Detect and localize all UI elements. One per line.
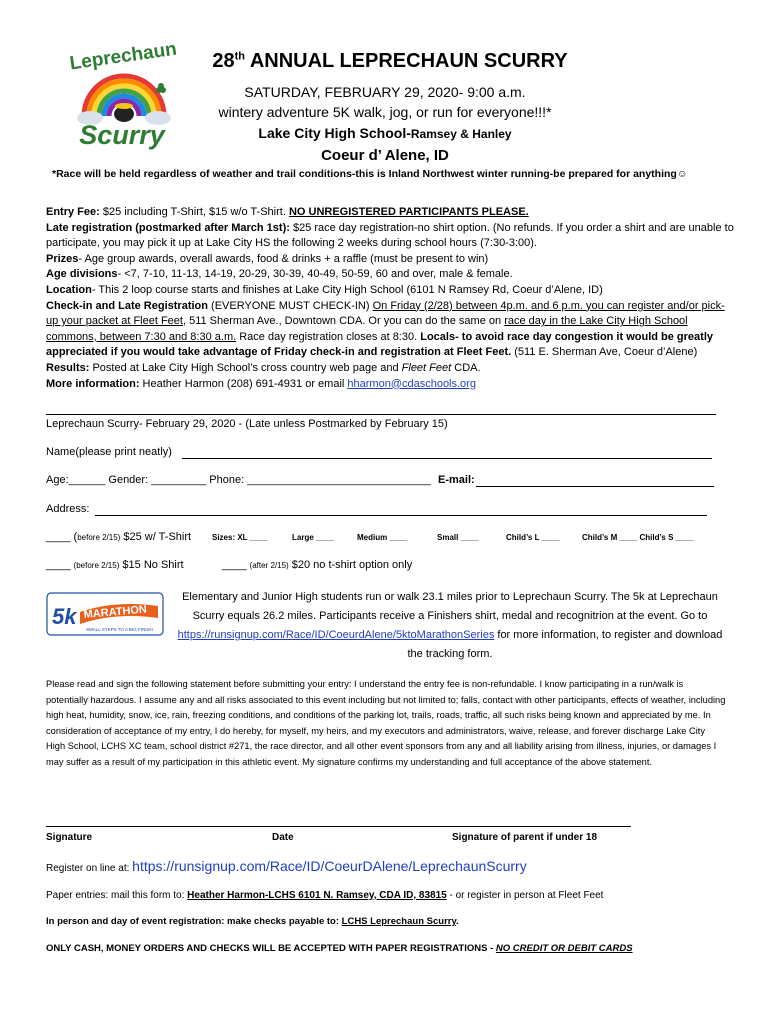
5k-marathon-logo [46,592,164,636]
checkin-label: Check-in and Late Registration [46,299,208,312]
option-late-blank: ____ [222,559,247,571]
location-label: Location [46,283,92,296]
marathon-info [172,588,728,664]
marathon-logo-text: MARATHON [83,603,148,621]
event-city: Coeur d’ Alene, ID [321,147,449,164]
title-superscript: th [234,50,246,63]
option-shirt-before: before 2/15) [77,533,121,542]
size-child-l[interactable]: Child’s L ____ [506,533,560,542]
age-divisions-line [46,267,736,283]
size-child-m-s[interactable]: Child’s M ____ Child’s S ____ [582,533,694,542]
option-late-text: $20 no t-shirt option only [288,559,413,571]
checkin-text-3: Race day registration closes at 8:30. [236,330,421,343]
entry-fee-line [46,205,736,221]
late-label: Late registration (postmarked after March 1st): [46,221,290,234]
event-tagline: wintery adventure 5K walk, jog, or run for everyone!!!* [218,104,552,120]
option-noshirt-text: $15 No Shirt [119,559,184,571]
email-label: E-mail: [438,474,475,486]
checkin-text-2: , 511 Sherman Ave., Downtown CDA. Or you can do the same on [182,315,505,328]
register-url[interactable]: https://runsignup.com/Race/ID/CoeurDAlene/LeprechaunScurry [132,858,527,874]
email-field[interactable] [476,486,714,487]
age-label: Age divisions [46,268,118,281]
checkin-text-4: (511 E. Sherman Ave, Coeur d’Alene) [511,346,698,359]
more-info-label: More information: [46,377,140,390]
option-noshirt-blank: ____ [46,559,71,571]
payment-line [46,943,633,954]
late-registration-line [46,221,736,252]
paper-entries-line [46,890,603,901]
marathon-link[interactable]: https://runsignup.com/Race/ID/CoeurdAlene/5ktoMarathonSeries [177,629,495,641]
prizes-text: - Age group awards, overall awards, food & drinks + a raffle (must be present to win) [78,252,489,265]
paper-text: Paper entries: mail this form to: [46,890,188,901]
checkin-line [46,299,736,361]
checkin-locals: Locals- to avoid race day congestion it would be greatly appreciated if you would take advantage of Friday check-in and registration at Fleet Feet. [46,330,714,359]
paper-end: - or register in person at Fleet Feet [446,890,604,901]
checks-end: . [456,916,459,927]
name-field[interactable] [182,458,712,459]
option-late-after: (after 2/15) [249,561,289,570]
option-noshirt[interactable] [46,559,184,571]
location-line [46,283,736,299]
cash-text: ONLY CASH, MONEY ORDERS AND CHECKS WILL BE ACCEPTED WITH PAPER REGISTRATIONS - [46,943,496,954]
form-heading: Leprechaun Scurry- February 29, 2020 - (Late unless Postmarked by February 15) [46,418,448,430]
age-text: - <7, 7-10, 11-13, 14-19, 20-29, 30-39, 40-49, 50-59, 60 and over, male & female. [117,268,513,281]
checkin-raceday: race day in the Lake City High School commons, between 7:30 and 8:30 a.m. [46,315,688,343]
parent-signature-label: Signature of parent if under 18 [452,832,598,843]
prizes-label: Prizes [46,252,79,265]
age-gender-phone-label: Age:______ Gender: _________ Phone: ______________________________ [46,474,431,486]
paper-address: Heather Harmon-LCHS 6101 N. Ramsey, CDA ID, 83815 [187,890,447,901]
date-label: Date [272,832,294,843]
register-label: Register on line at: [46,863,133,874]
register-online-line [46,858,527,874]
checkin-text-1: (EVERYONE MUST CHECK-IN) [207,299,373,312]
more-info-line [46,377,736,393]
size-medium[interactable]: Medium ____ [357,533,408,542]
logo-bottom-word: Scurry [79,120,165,150]
entry-fee-label: Entry Fee: [46,206,100,218]
marathon-logo-5k: 5k [52,604,77,629]
marathon-text-2: for more information, to register and download the tracking form. [407,629,723,660]
checks-payee: LCHS Leprechaun Scurry [341,916,457,927]
results-label: Results: [46,361,90,374]
no-unregistered-text: NO UNREGISTERED PARTICIPANTS PLEASE. [288,206,529,218]
marathon-text-1: Elementary and Junior High students run or walk 23.1 miles prior to Leprechaun Scurry. The 5k at Leprechaun Scurry equals 26.2 miles. Participants receive a Finishers shirt, medal and recognitrion at the event. Go to [182,591,718,622]
title-number: 28 [212,50,235,72]
option-shirt-blank: ____ ( [46,531,78,543]
prizes-line [46,252,736,268]
marathon-logo-sub: SMALL STEPS TO A BIG FINISH [86,627,153,632]
results-line [46,361,736,377]
address-label: Address: [46,503,90,515]
location-text: - This 2 loop course starts and finishes at Lake City High School (6101 N Ramsey Rd, Coeur d’Alene, ID) [91,283,603,296]
option-noshirt-before: (before 2/15) [73,561,120,570]
no-cards-text: NO CREDIT OR DEBIT CARDS [495,943,633,954]
event-date: SATURDAY, FEBRUARY 29, 2020- 9:00 a.m. [244,84,526,100]
size-large[interactable]: Large ____ [292,533,334,542]
option-shirt-text: $25 w/ T-Shirt [120,531,192,543]
checks-text: In person and day of event registration: make checks payable to: [46,916,342,927]
name-label: Name(please print neatly) [46,446,172,458]
page-title [180,50,600,73]
results-fleetfeet: Fleet Feet [401,361,452,374]
results-end: CDA. [451,361,481,374]
entry-fee-text: $25 including T-Shirt, $15 w/o T-Shirt. [99,206,289,218]
size-xl[interactable]: Sizes: XL ____ [212,533,268,542]
option-late[interactable] [222,559,412,571]
more-info-text: Heather Harmon (208) 691-4931 or email [139,377,348,390]
signature-line[interactable] [46,826,631,827]
late-text: $25 race day registration-no shirt option. (No refunds. If you order a shirt and are unable to participate, you may pick it up at Lake City HS the following 2 weeks during school hours (7:30-3:00). [46,221,734,250]
email-link[interactable]: hharmon@cdaschools.org [347,377,476,390]
checkin-friday: On Friday (2/28) between 4p.m. and 6 p.m. you can register and/or pick-up your packet at Fleet Feet [46,299,725,328]
event-venue [160,125,610,141]
title-text: ANNUAL LEPRECHAUN SCURRY [245,50,568,72]
venue-main: Lake City High School- [258,125,411,141]
weather-note: *Race will be held regardless of weather and trail conditions-this is Inland Northwest winter running-be prepared for anything☺ [52,168,688,180]
signature-label: Signature [46,832,93,843]
waiver-text: Please read and sign the following statement before submitting your entry: I understand the entry fee is non-refundable. I know participating in a run/walk is potentially hazardous. I assume any and all risks associated to this event including but not limited to; falls, contact with other participants, effects of weather, including high heat, humidity, snow, ice, rain, freezing conditions, and conditions of the parking lot, trails, roads, traffic, all such risks being known and appreciated by me. In consideration of acceptance of my entry, I do hereby, for myself, my heirs, and my executors and administrators, waive, release, and forever discharge Lake City High School, LCHS XC team, school district #271, the race director, and all other event sponsors from any and all liability arising from illness, injuries, or damages I may suffer as a result of my participation in this athletic event. My signature confirms my understanding and full acceptance of the above statement. [46,679,726,767]
race-info [46,205,736,392]
logo-top-word: Leprechaun [68,38,179,75]
address-field[interactable] [95,515,707,516]
checks-line [46,916,459,927]
option-shirt[interactable] [46,531,191,543]
results-text: Posted at Lake City High School’s cross country web page and [89,361,402,374]
divider [46,414,716,415]
size-small[interactable]: Small ____ [437,533,479,542]
venue-streets: Ramsey & Hanley [410,127,512,141]
